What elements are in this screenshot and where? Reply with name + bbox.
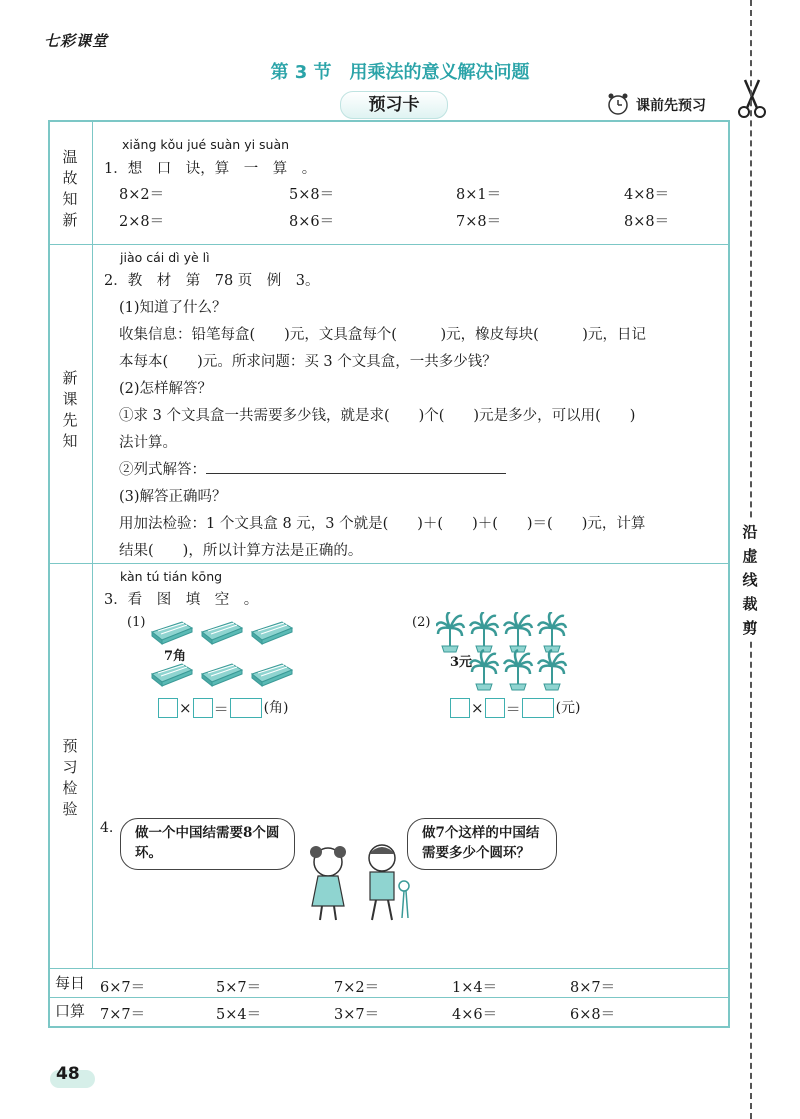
daily-calc-item: 3×7＝: [334, 1007, 380, 1023]
daily-calc-item: 8×7＝: [570, 980, 616, 996]
label-char: 课: [62, 390, 78, 408]
fig1-equation: [158, 697, 289, 719]
daily-calc-item: 5×7＝: [216, 980, 262, 996]
text-line: 收集信息：铅笔每盒( )元，文具盒每个( )元，橡皮每块( )元，日记: [119, 327, 646, 343]
pinyin-q3: kàn tú tián kōng: [120, 569, 223, 584]
card-title: 预习卡: [340, 91, 448, 119]
calc-item: 5×8＝: [289, 187, 335, 203]
fig2-unit: (元): [555, 700, 581, 716]
alarm-clock-icon: [606, 92, 630, 116]
answer-box[interactable]: [230, 698, 262, 718]
fig1-tag: (1): [127, 615, 146, 630]
table-divider: [48, 244, 730, 245]
calc-item: 7×8＝: [456, 214, 502, 230]
question-4-number: 4.: [100, 820, 114, 836]
children-illustration: [296, 842, 426, 926]
fig1-unit: (角): [263, 700, 289, 716]
label-char: 习: [62, 758, 78, 776]
text-line: 结果( )，所以计算方法是正确的。: [119, 543, 363, 559]
label-char: 新: [62, 211, 78, 229]
question-3: 3．看 图 填 空 。: [104, 592, 259, 608]
daily-calc-item: 7×2＝: [334, 980, 380, 996]
section-label-daily: [50, 973, 90, 1022]
section-label-review: [50, 147, 90, 231]
chapter-title: 第 3 节 用乘法的意义解决问题: [270, 62, 530, 83]
daily-calc-item: 6×7＝: [100, 980, 146, 996]
label-char: 先: [62, 411, 78, 429]
calc-item: 4×8＝: [624, 187, 670, 203]
cut-label-text: 沿虚线裁剪: [742, 523, 758, 637]
calc-item: 8×1＝: [456, 187, 502, 203]
answer-box[interactable]: [193, 698, 213, 718]
calc-item: 8×8＝: [624, 214, 670, 230]
equals-sign: ＝: [505, 699, 521, 718]
pinyin-q2: jiào cái dì yè lì: [120, 250, 210, 265]
solve-label: ②列式解答：: [119, 462, 206, 478]
label-char: 预: [62, 737, 78, 755]
calc-item: 8×2＝: [119, 187, 165, 203]
text-line: ①求 3 个文具盒一共需要多少钱，就是求( )个( )元是多少，可以用( ): [119, 408, 636, 424]
table-divider: [48, 997, 730, 998]
text-line: (1)知道了什么？: [119, 300, 227, 316]
label-char: 验: [62, 800, 78, 818]
text-line: 本每本( )元。所求问题：买 3 个文具盒，一共多少钱？: [119, 354, 497, 370]
answer-box[interactable]: [158, 698, 178, 718]
pinyin-q1: xiǎng kǒu jué suàn yi suàn: [122, 137, 290, 152]
preview-label: 课前先预习: [636, 98, 706, 114]
label-char: 检: [62, 779, 78, 797]
daily-calc-item: 4×6＝: [452, 1007, 498, 1023]
calc-item: 2×8＝: [119, 214, 165, 230]
daily-calc-item: 5×4＝: [216, 1007, 262, 1023]
fig2-equation: [450, 697, 581, 719]
label-char: 新: [62, 369, 78, 387]
fig2-tag: (2): [412, 615, 431, 630]
answer-box[interactable]: [522, 698, 554, 718]
times-sign: ×: [179, 699, 192, 717]
text-line: 用加法检验：1 个文具盒 8 元，3 个就是( )＋( )＋( )＝( )元，计算: [119, 516, 646, 532]
text-line: (3)解答正确吗？: [119, 489, 227, 505]
brand-logo: 七彩课堂: [44, 32, 109, 50]
text-line: 法计算。: [119, 435, 177, 451]
label-char: 故: [62, 169, 78, 187]
section-label-new: [50, 368, 90, 452]
answer-line[interactable]: [206, 459, 506, 474]
section-label-check: [50, 736, 90, 820]
times-sign: ×: [471, 699, 484, 717]
table-divider-vertical: [92, 120, 93, 968]
answer-box[interactable]: [485, 698, 505, 718]
table-divider: [48, 563, 730, 564]
daily-calc-item: 6×8＝: [570, 1007, 616, 1023]
question-2: 2．教 材 第 78 页 例 3。: [104, 273, 320, 289]
page-number: 48: [56, 1064, 80, 1084]
label-line: 口算: [54, 1002, 85, 1020]
question-1: 1．想 口 诀，算 一 算 。: [104, 161, 317, 177]
calc-item: 8×6＝: [289, 214, 335, 230]
scissors-icon: [737, 78, 767, 120]
text-line: [119, 458, 506, 479]
fig2-price: 3元: [450, 655, 473, 670]
cut-label: [738, 520, 762, 640]
text-line: (2)怎样解答？: [119, 381, 213, 397]
label-char: 知: [62, 432, 78, 450]
label-line: 每日: [54, 974, 85, 992]
table-divider: [48, 968, 730, 969]
label-char: 知: [62, 190, 78, 208]
equals-sign: ＝: [213, 699, 229, 718]
answer-box[interactable]: [450, 698, 470, 718]
daily-calc-item: 1×4＝: [452, 980, 498, 996]
fig1-price: 7角: [164, 649, 187, 664]
daily-calc-item: 7×7＝: [100, 1007, 146, 1023]
speech-bubble-right: 做7个这样的中国结需要多少个圆环？: [407, 818, 557, 870]
label-char: 温: [62, 148, 78, 166]
speech-bubble-left: 做一个中国结需要8个圆环。: [120, 818, 295, 870]
